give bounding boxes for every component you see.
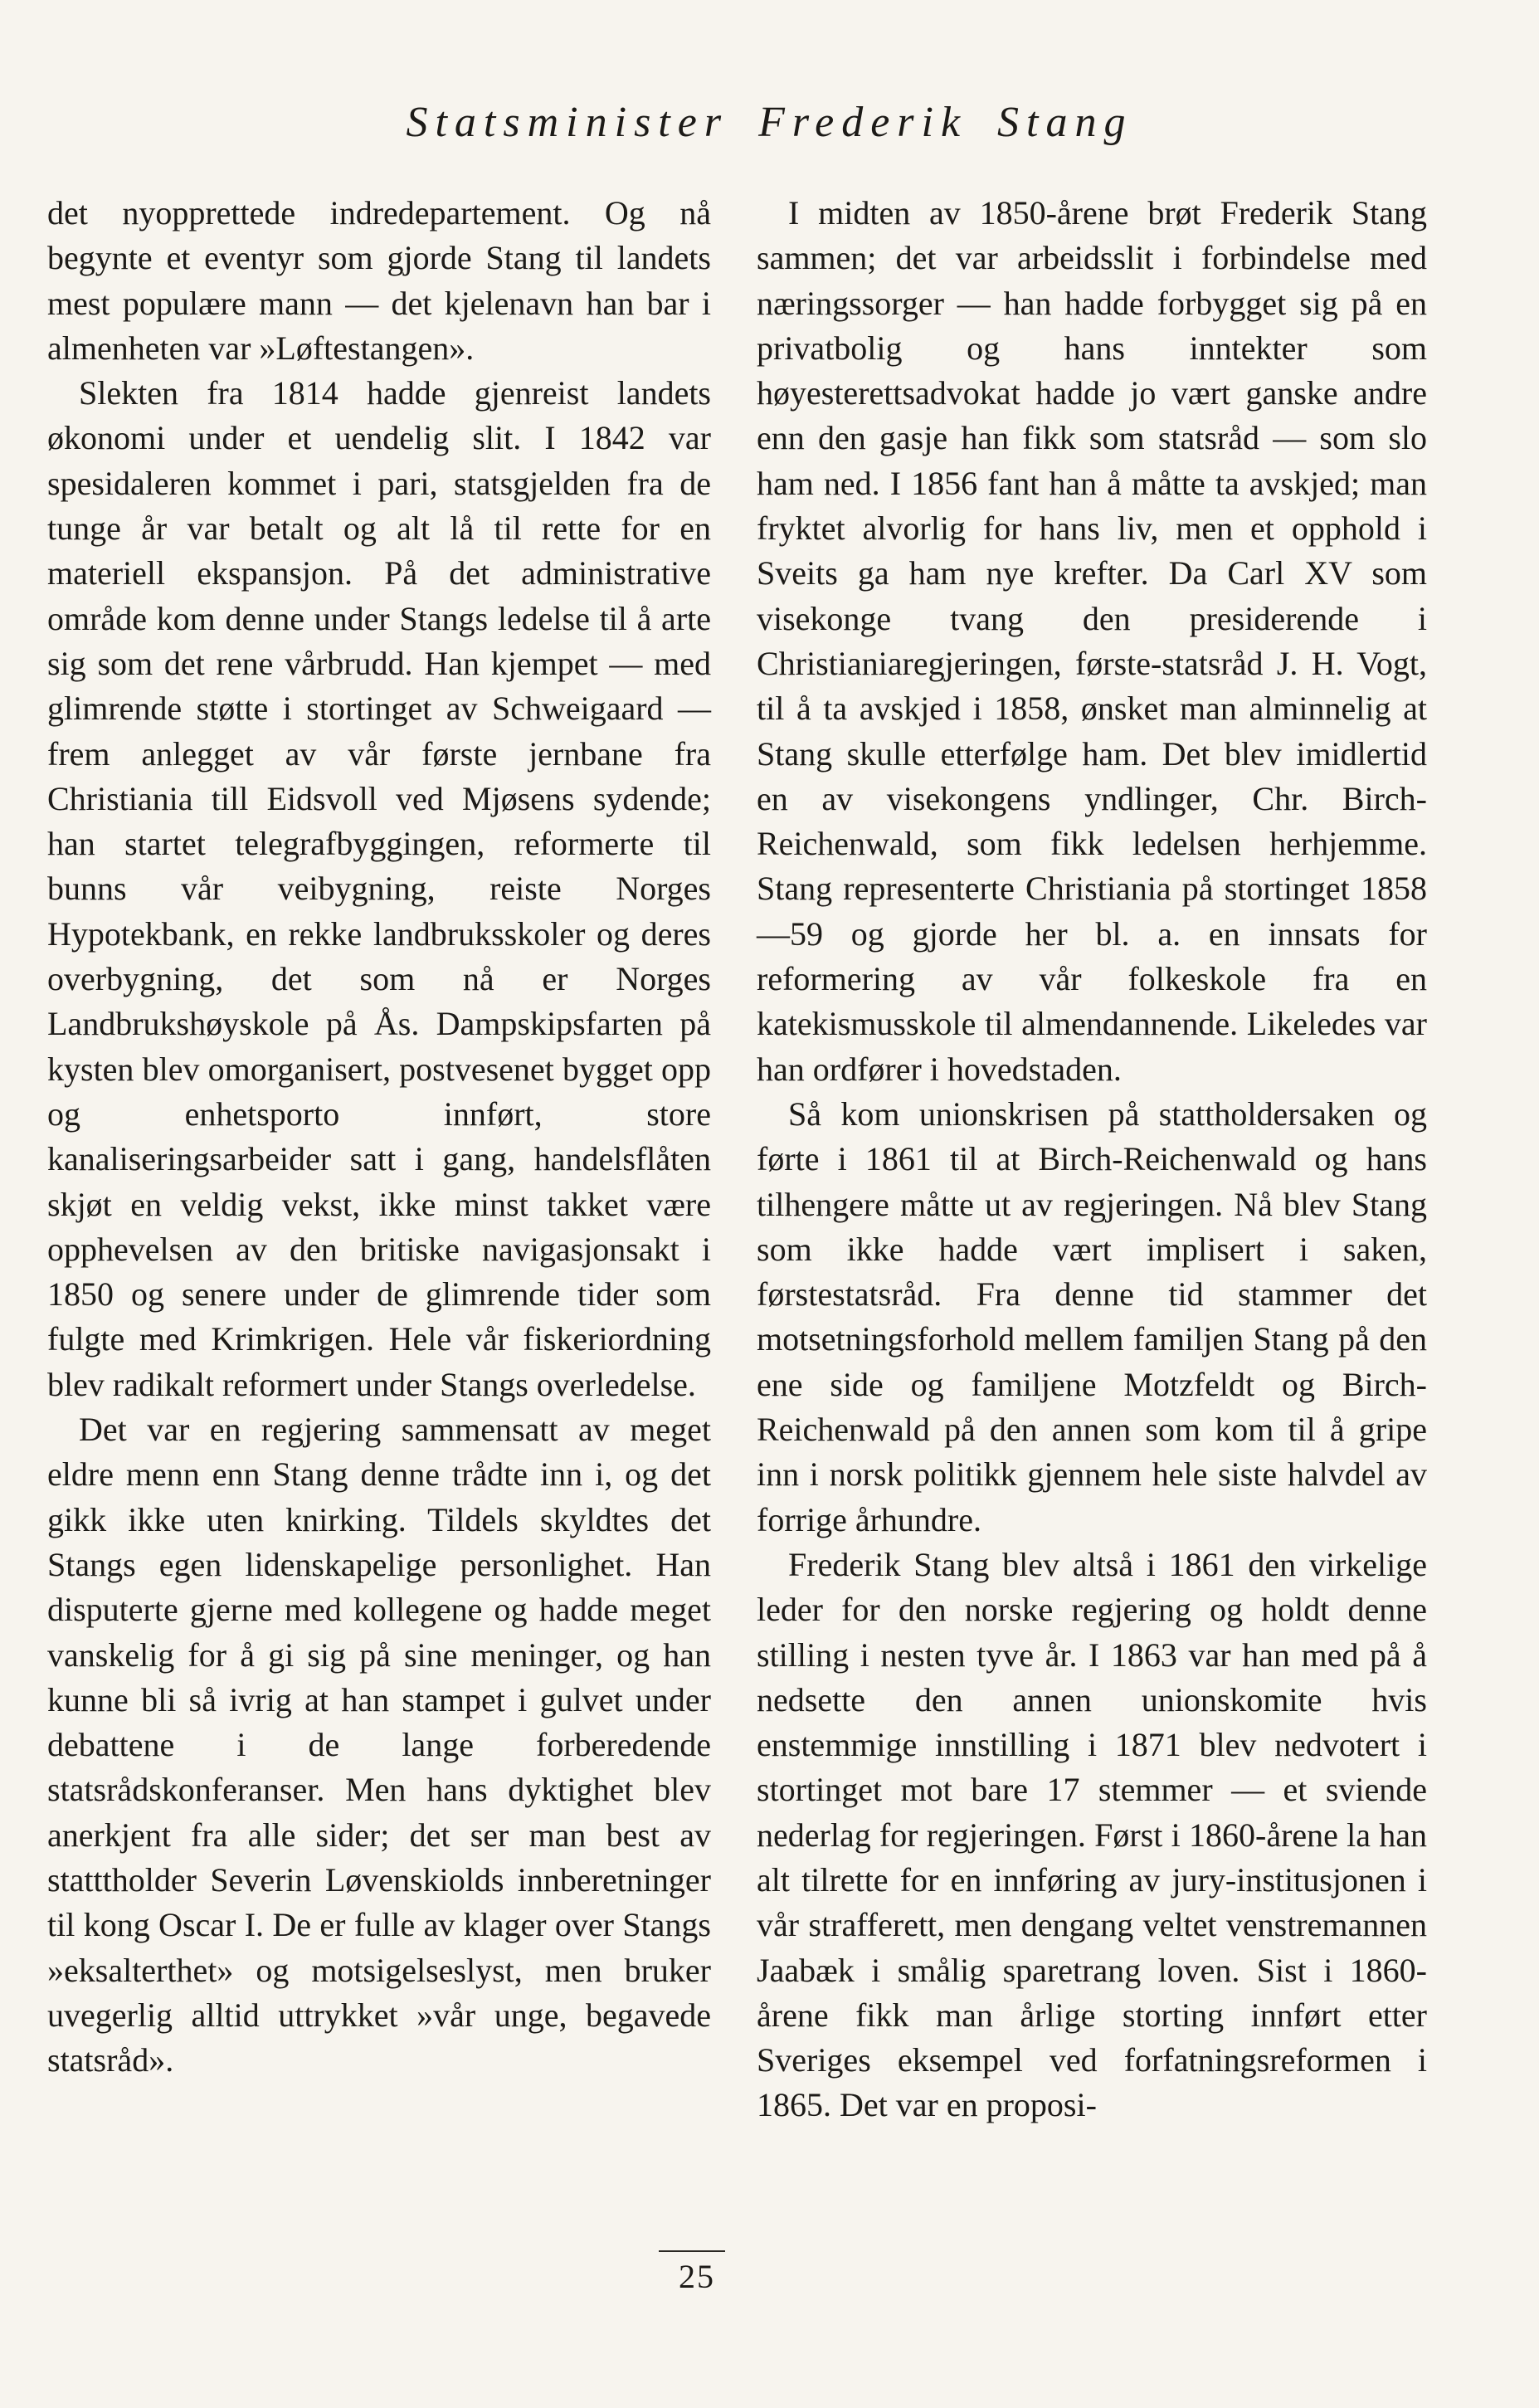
paragraph: I midten av 1850-årene brøt Frederik Stang sammen; det var arbeidsslit i forbindelse med næringssorger — han hadde forbygget sig på en privatbolig og hans inntekter som høyesterettsadvokat hadde jo vært ganske andre enn den gasje han fikk som statsråd — som slo ham ned. I 1856 fant han å måtte ta avskjed; man fryktet alvorlig for hans liv, men et opphold i Sveits ga ham nye krefter. Da Carl XV som visekonge tvang den presiderende i Christianiaregjeringen, første-statsråd J. H. Vogt, til å ta avskjed i 1858, ønsket man alminnelig at Stang skulle etterfølge ham. Det blev imidlertid en av visekongens yndlinger, Chr. Birch-Reichenwald, som fikk ledelsen herhjemme. Stang representerte Christiania på stortinget 1858—59 og gjorde her bl. a. en innsats for reformering av vår folkeskole fra en katekismusskole til almendannende. Likeledes var han ordfører i hovedstaden. bbox=[757, 194, 1427, 1088]
paragraph: Det var en regjering sammensatt av meget eldre menn enn Stang denne trådte inn i, og det gikk ikke uten knirking. Tildels skyldtes det Stangs egen lidenskapelige personlighet. Han disputerte gjerne med kollegene og hadde meget vanskelig for å gi sig på sine meninger, og han kunne bli så ivrig at han stampet i gulvet under debattene i de lange forberedende statsrådskonferanser. Men hans dyktighet blev anerkjent fra alle sider; det ser man best av statttholder Severin Løvenskiolds innberetninger til kong Oscar I. De er fulle av klager over Stangs »eksalterthet» og motsigelseslyst, men bruker uvegerlig alltid uttrykket »vår unge, begavede statsråd». bbox=[47, 1411, 711, 2079]
running-head-title: Statsminister Frederik Stang bbox=[406, 99, 1133, 146]
paragraph: Så kom unionskrisen på stattholdersaken og førte i 1861 til at Birch-Reichenwald og hans tilhengere måtte ut av regjeringen. Nå blev Stang som ikke hadde vært implisert i saken, førstestatsråd. Fra denne tid stammer det motsetningsforhold mellem familjen Stang på den ene side og familjene Motzfeldt og Birch-Reichenwald på den annen som kom til å gripe inn i norsk politikk gjennem hele siste halvdel av forrige århundre. bbox=[757, 1094, 1427, 1538]
page-number: 25 bbox=[679, 2258, 715, 2295]
paragraph: Frederik Stang blev altså i 1861 den virkelige leder for den norske regjering og holdt denne stilling i nesten tyve år. I 1863 var han med på å nedsette den annen unionskomite hvis enstemmige innstilling i 1871 blev nedvotert i stortinget mot bare 17 stemmer — et sviende nederlag for regjeringen. Først i 1860-årene la han alt tilrette for en innføring av jury-institusjonen i vår strafferett, men dengang veltet venstremannen Jaabæk i smålig sparetrang loven. Sist i 1860-årene fikk man årlige storting innført etter Sveriges eksempel ved forfatningsreformen i 1865. Det var en proposi- bbox=[757, 1545, 1427, 2124]
left-text-column bbox=[47, 191, 711, 2083]
paragraph: det nyopprettede indredepartement. Og nå begynte et eventyr som gjorde Stang til landets mest populære mann — det kjelenavn han bar i almenheten var »Løftestangen». bbox=[47, 194, 711, 367]
folio-rule bbox=[659, 2250, 725, 2252]
right-text-column bbox=[757, 191, 1427, 2128]
paragraph: Slekten fra 1814 hadde gjenreist landets økonomi under et uendelig slit. I 1842 var spesidaleren kommet i pari, statsgjelden fra de tunge år var betalt og alt lå til rette for en materiell ekspansjon. På det administrative område kom denne under Stangs ledelse til å arte sig som det rene vårbrudd. Han kjempet — med glimrende støtte i stortinget av Schweigaard — frem anlegget av vår første jernbane fra Christiania till Eidsvoll ved Mjøsens sydende; han startet telegrafbyggingen, reformerte til bunns vår veibygning, reiste Norges Hypotekbank, en rekke landbruksskoler og deres overbygning, det som nå er Norges Landbrukshøyskole på Ås. Dampskipsfarten på kysten blev omorganisert, postvesenet bygget opp og enhetsporto innført, store kanaliseringsarbeider satt i gang, handelsflåten skjøt en veldig vekst, ikke minst takket være opphevelsen av den britiske navigasjonsakt i 1850 og senere under de glimrende tider som fulgte med Krimkrigen. Hele vår fiskeriordning blev radikalt reformert under Stangs overledelse. bbox=[47, 374, 711, 1403]
